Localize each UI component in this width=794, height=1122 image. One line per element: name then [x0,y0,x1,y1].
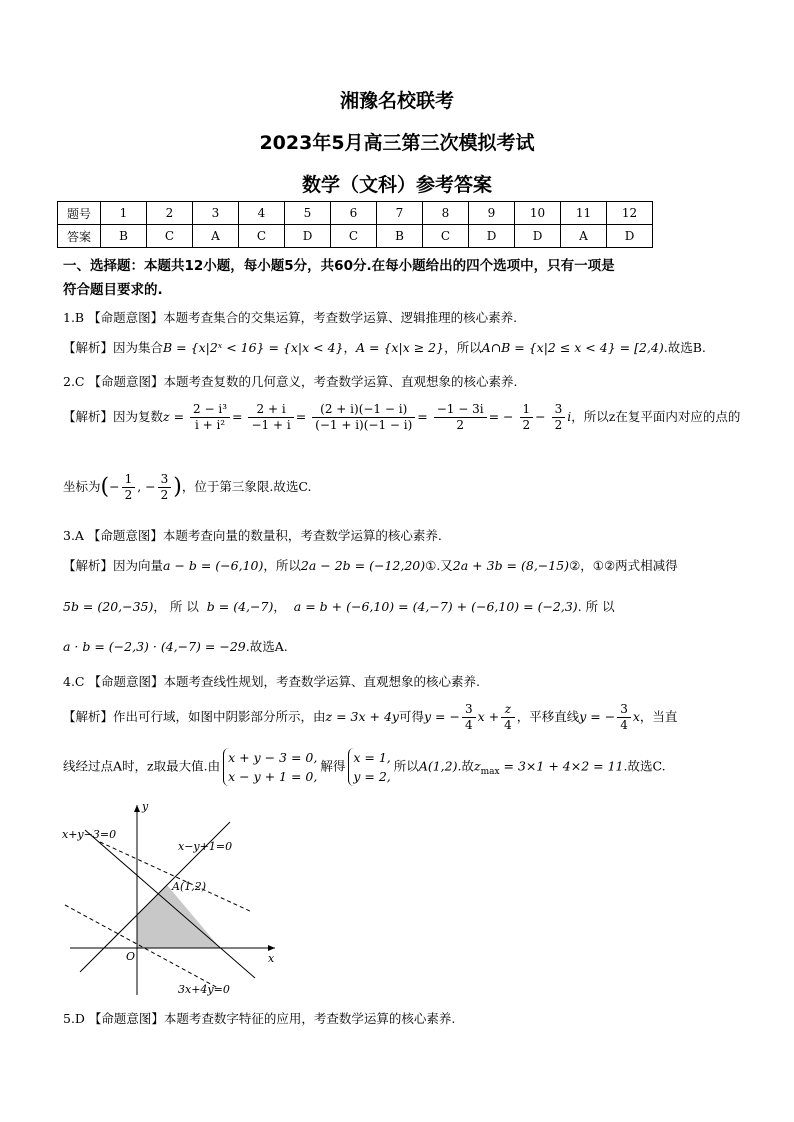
label-point-a: A(1,2) [172,880,207,893]
q4-text: ，当直 [639,709,678,724]
q3-text: 【解析】因为向量 [63,558,164,573]
q2-z: z = [163,409,185,424]
answer-table-answer-row [58,225,653,248]
q3-math: b = (4,−7) [206,599,274,614]
q2-fraction-6: $\frac{3}{2}$ [552,402,566,433]
q3-math: a · b = (−2,3) · (4,−7) = −29 [63,639,246,654]
q4-math: x + [477,709,500,724]
q4-text: 线经过点A时，z取最大值.由 [63,758,221,774]
question-number: 10 [515,202,561,225]
label-origin: O [126,950,136,963]
q1-intent: 1.B 【命题意图】本题考查集合的交集运算，考查数学运算、逻辑推理的核心素养. [63,310,518,325]
answer-cell: C [331,225,377,248]
q2-coordinates: 坐标为(− $\frac{1}{2}$ , − $\frac{3}{2}$ )，位于第三象限.故选C. [63,472,312,502]
q4-text: .故选C. [623,758,666,774]
answer-cell: C [423,225,469,248]
q4-text: 可得 [398,709,424,724]
q1-result: A∩B = {x|2 ≤ x < 4} = [2,4) [481,340,664,355]
section-heading-line1: 一、选择题：本题共12小题，每小题5分，共60分.在每小题给出的四个选项中，只有一项是 [63,258,615,274]
q4-text: .故 [457,758,474,774]
q2-tail: ，所以z在复平面内对应的点的 [571,409,741,424]
answer-cell: C [239,225,285,248]
answer-table-number-row [58,202,653,225]
q3-math: a = b + (−6,10) = (4,−7) + (−6,10) = (−2,3) [293,599,578,614]
question-number: 3 [193,202,239,225]
q3-math: a − b = (−6,10) [163,558,264,573]
y-axis-arrow [134,805,140,812]
q4-subscript: max [480,767,500,777]
q2-coord-x: $\frac{1}{2}$ [122,472,136,503]
answer-cell: C [147,225,193,248]
answer-cell: A [193,225,239,248]
q4-math: x [632,709,640,724]
q4-fraction-1: $\frac{3}{4}$ [462,702,476,733]
label-x-minus-y-plus-1: x−y+1=0 [178,840,233,853]
q4-math: y = − [579,709,616,724]
answer-cell: A [561,225,607,248]
q1-set-b: B = {x|2ˣ < 16} = {x|x < 4} [163,340,344,355]
feasible-region-figure [60,800,290,1000]
q4-math: z [473,758,481,774]
q4-text: 解得 [320,758,346,774]
q3-text: . 所 以 [577,599,615,614]
q1-prefix: 【解析】因为集合 [63,340,164,355]
q3-line2 [63,598,615,616]
q4-text: 所以 [393,758,419,774]
q2-prefix: 【解析】因为复数 [63,409,164,424]
q3-text: ②，①②两式相减得 [569,558,678,573]
q2-fraction-5: $\frac{1}{2}$ [520,402,534,433]
question-number: 4 [239,202,285,225]
q2-coord-y: $\frac{3}{2}$ [158,472,172,503]
label-x-plus-y-minus-3: x+y−3=0 [62,828,117,841]
q1-set-a: A = {x|x ≥ 2} [356,340,445,355]
q4-eq: y = 2, [353,769,391,784]
q2-fraction-4: $\frac{-1 - 3i}{2}$ [434,402,487,433]
question-number: 1 [101,202,147,225]
q3-math: 2a − 2b = (−12,20) [300,558,426,573]
q4-eq: x + y − 3 = 0, [228,750,318,765]
exam-title: 2023年5月高三第三次模拟考试 [259,132,535,154]
question-number: 6 [331,202,377,225]
q3-text: ①.又 [425,558,453,573]
answer-cell: D [469,225,515,248]
question-number: 5 [285,202,331,225]
answer-cell: B [377,225,423,248]
q4-text: 【解析】作出可行域，如图中阴影部分所示，由 [63,709,326,724]
q3-line1 [63,557,678,575]
x-axis-arrow [268,945,275,951]
q2-line2-suffix: ，位于第三象限.故选C. [181,479,312,494]
q4-fraction-2: $\frac{z}{4}$ [501,702,515,733]
q2-fraction-2: $\frac{2 + i}{-1 + i}$ [248,402,293,433]
q4-fraction-3: $\frac{3}{4}$ [617,702,631,733]
q3-text: ，所以 [263,558,301,573]
question-number: 2 [147,202,193,225]
q4-math: y = − [423,709,460,724]
q1-suffix: .故选B. [663,340,706,355]
q4-eq: x − y + 1 = 0, [228,769,318,784]
label-3x-plus-4y: 3x+4y=0 [178,983,230,996]
row-label: 题号 [58,202,101,225]
q3-math: 2a + 3b = (8,−15) [452,558,570,573]
q4-system-1 [223,748,317,786]
q2-analysis: 【解析】因为复数z = $\frac{\text{2 − i³}}{\text{i + i²}}$ = $\frac{2 + i}{-1 + i}$ = $\frac{(2 + i)(-1 - i)}{(-1 + i)(-1 - i)}$ = $\frac{-1 - 3i}{2}$ = − $\frac{1}{2}$ − $\frac{3}{2}$ i，所以z在复平面内对应的点的 [63,402,741,432]
q5-intent: 5.D 【命题意图】本题考查数字特征的应用，考查数学运算的核心素养. [63,1011,456,1026]
question-number: 11 [561,202,607,225]
q2-fraction-1: $\frac{\text{2 − i³}}{\text{i + i²}}$ [190,402,230,433]
question-number: 12 [607,202,653,225]
answer-cell: B [101,225,147,248]
answer-key-title: 数学（文科）参考答案 [301,174,492,196]
feasible-region [137,885,220,948]
q3-intent: 3.A 【命题意图】本题考查向量的数量积，考查数学运算的核心素养. [63,528,442,543]
q2-intent: 2.C 【命题意图】本题考查复数的几何意义，考查数学运算、直观想象的核心素养. [63,374,518,389]
q4-text: ，平移直线 [516,709,580,724]
q3-text: ， [273,599,286,614]
q4-eq: x = 1, [353,750,391,765]
question-number: 8 [423,202,469,225]
row-label: 答案 [58,225,101,248]
exam-series-title: 湘豫名校联考 [339,90,454,112]
q3-text: ， 所 以 [153,599,199,614]
q4-system-2 [348,748,390,786]
q4-intent: 4.C 【命题意图】本题考查线性规划，考查数学运算、直观想象的核心素养. [63,674,480,689]
label-y-axis: y [142,800,149,813]
q1-analysis: 【解析】因为集合B = {x|2ˣ < 16} = {x|x < 4}，A = {x|x ≥ 2}，所以A∩B = {x|2 ≤ x < 4} = [2,4).故选B. [63,340,706,355]
q1-mid: ，所以 [444,340,482,355]
question-number: 9 [469,202,515,225]
section-heading-line2: 符合题目要求的. [63,282,163,298]
label-x-axis: x [268,952,275,965]
answer-cell: D [607,225,653,248]
q4-math: A(1,2) [418,758,458,774]
q4-math: z = 3x + 4y [325,709,399,724]
q4-math: = 3×1 + 4×2 = 11 [499,758,624,774]
q2-line2-prefix: 坐标为 [63,479,101,494]
question-number: 7 [377,202,423,225]
answer-cell: D [515,225,561,248]
q2-fraction-3: $\frac{(2 + i)(-1 - i)}{(-1 + i)(-1 - i)}$ [312,402,415,433]
q3-math: 5b = (20,−35) [63,599,154,614]
q4-line2 [63,748,666,786]
q3-text: .故选A. [245,639,288,654]
q4-line1 [63,702,677,733]
answer-cell: D [285,225,331,248]
answer-table [57,201,653,248]
q3-line3 [63,638,288,656]
